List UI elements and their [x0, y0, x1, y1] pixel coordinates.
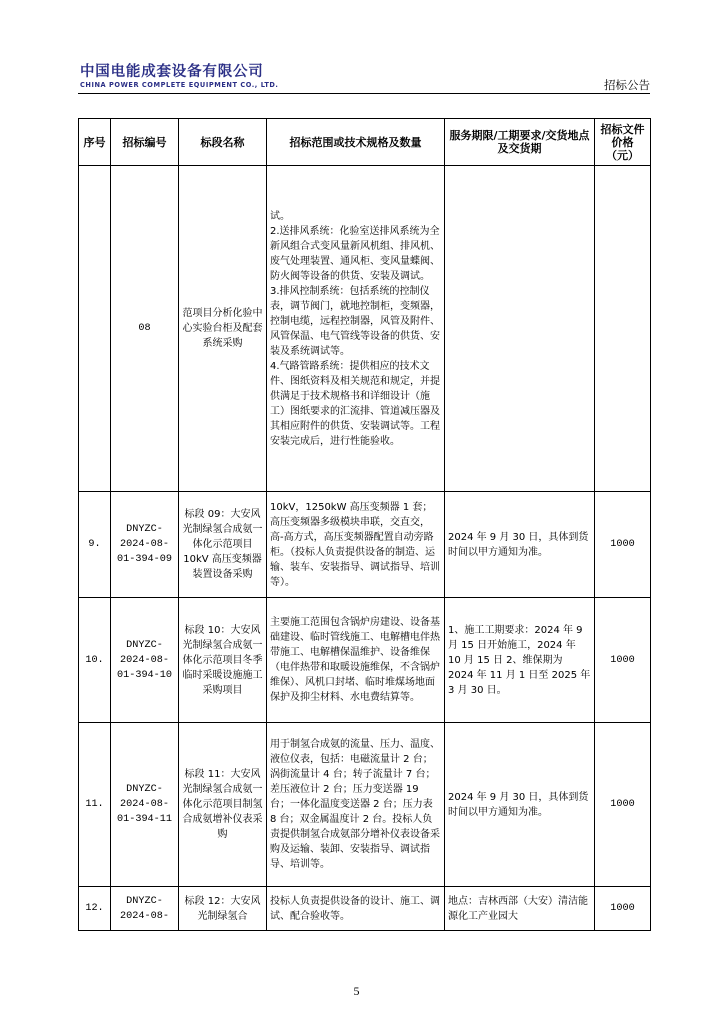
row-scope: 主要施工范围包含锅炉房建设、设备基础建设、临时管线施工、电解槽电伴热带施工、电解槽保温维护、设备维保（电伴热带和取暖设施维保，不含锅炉维保）、风机口封堵、临时堆煤场地面保护及抑尘材料、水电费结算等。: [267, 598, 445, 723]
row-section-name: 范项目分析化验中心实验台柜及配套系统采购: [179, 166, 267, 492]
table-row: [79, 723, 651, 887]
document-type: 招标公告: [604, 78, 650, 92]
row-section-name: 标段 09：大安风光制绿氢合成氨一体化示范项目 10kV 高压变频器装置设备采购: [179, 492, 267, 598]
row-service: 2024 年 9 月 30 日，具体到货时间以甲方通知为准。: [445, 492, 595, 598]
row-service: 1、施工工期要求：2024 年 9 月 15 日开始施工，2024 年 10 月 15 日 2、维保期为 2024 年 11 月 1 日至 2025 年 3 月 30 日。: [445, 598, 595, 723]
row-service: [445, 166, 595, 492]
table-row: [79, 166, 651, 492]
column-header-name: 标段名称: [179, 119, 267, 166]
row-no: 11.: [79, 723, 111, 887]
table-header-row: [79, 119, 651, 166]
company-logo-en: CHINA POWER COMPLETE EQUIPMENT CO., LTD.: [80, 81, 279, 89]
row-price: 1000: [595, 723, 651, 887]
column-header-price: 招标文件价格（元）: [595, 119, 651, 166]
row-section-name: 标段 11：大安风光制绿氢合成氨一体化示范项目制氢合成氨增补仪表采购: [179, 723, 267, 887]
company-logo-cn: 中国电能成套设备有限公司: [80, 64, 264, 80]
row-code: DNYZC-2024-08-: [111, 887, 179, 931]
row-no: 12.: [79, 887, 111, 931]
row-no: 10.: [79, 598, 111, 723]
row-code: DNYZC-2024-08-01-394-11: [111, 723, 179, 887]
row-section-name: 标段 10：大安风光制绿氢合成氨一体化示范项目冬季临时采暖设施施工采购项目: [179, 598, 267, 723]
row-no: 9.: [79, 492, 111, 598]
row-scope: 10kV，1250kW 高压变频器 1 套；高压变频器多级模块串联，交直交，高-高方式，高压变频器配置自动旁路柜。（投标人负责提供设备的制造、运输、装车、安装指导、调试指导、培训等）。: [267, 492, 445, 598]
row-scope: 投标人负责提供设备的设计、施工、调试、配合验收等。: [267, 887, 445, 931]
row-scope: 用于制氢合成氨的流量、压力、温度、液位仪表，包括：电磁流量计 2 台；涡街流量计 4 台；转子流量计 7 台；差压液位计 2 台；压力变送器 19 台；一体化温度变送器 2 台；压力表 8 台；双金属温度计 2 台。投标人负责提供制氢合成氨部分增补仪表设备采购及运输、装卸、安装指导、调试指导、培训等。: [267, 723, 445, 887]
row-scope: 试。 2.送排风系统：化验室送排风系统为全新风组合式变风量新风机组、排风机、废气处理装置、通风柜、变风量蝶阀、防火阀等设备的供货、安装及调试。 3.排风控制系统：包括系统的控制仪表，调节阀门，就地控制柜，变频器，控制电缆，远程控制器，风管及附件、风管保温、电气管线等设备的供货、安装及系统调试等。 4.气路管路系统：提供相应的技术文件、图纸资料及相关规范和规定，并提供满足于技术规格书和详细设计（施工）图纸要求的汇流排、管道减压器及其相应附件的供货、安装调试等。工程安装完成后，进行性能验收。: [267, 166, 445, 492]
column-header-code: 招标编号: [111, 119, 179, 166]
row-service: 2024 年 9 月 30 日，具体到货时间以甲方通知为准。: [445, 723, 595, 887]
row-price: 1000: [595, 492, 651, 598]
row-code: DNYZC-2024-08-01-394-09: [111, 492, 179, 598]
table-row: [79, 598, 651, 723]
row-price: 1000: [595, 598, 651, 723]
header-divider: [78, 93, 650, 94]
row-no: [79, 166, 111, 492]
table-row: [79, 887, 651, 931]
page-number: 5: [353, 984, 360, 998]
row-code: DNYZC-2024-08-01-394-10: [111, 598, 179, 723]
page-header: [78, 60, 650, 92]
row-section-name: 标段 12：大安风光制绿氢合: [179, 887, 267, 931]
column-header-scope: 招标范围或技术规格及数量: [267, 119, 445, 166]
row-code: 08: [111, 166, 179, 492]
row-service: 地点：吉林西部（大安）清洁能源化工产业园大: [445, 887, 595, 931]
bid-section-table: [78, 118, 651, 931]
row-price: [595, 166, 651, 492]
table-row: [79, 492, 651, 598]
column-header-no: 序号: [79, 119, 111, 166]
column-header-service: 服务期限/工期要求/交货地点及交货期: [445, 119, 595, 166]
row-price: 1000: [595, 887, 651, 931]
